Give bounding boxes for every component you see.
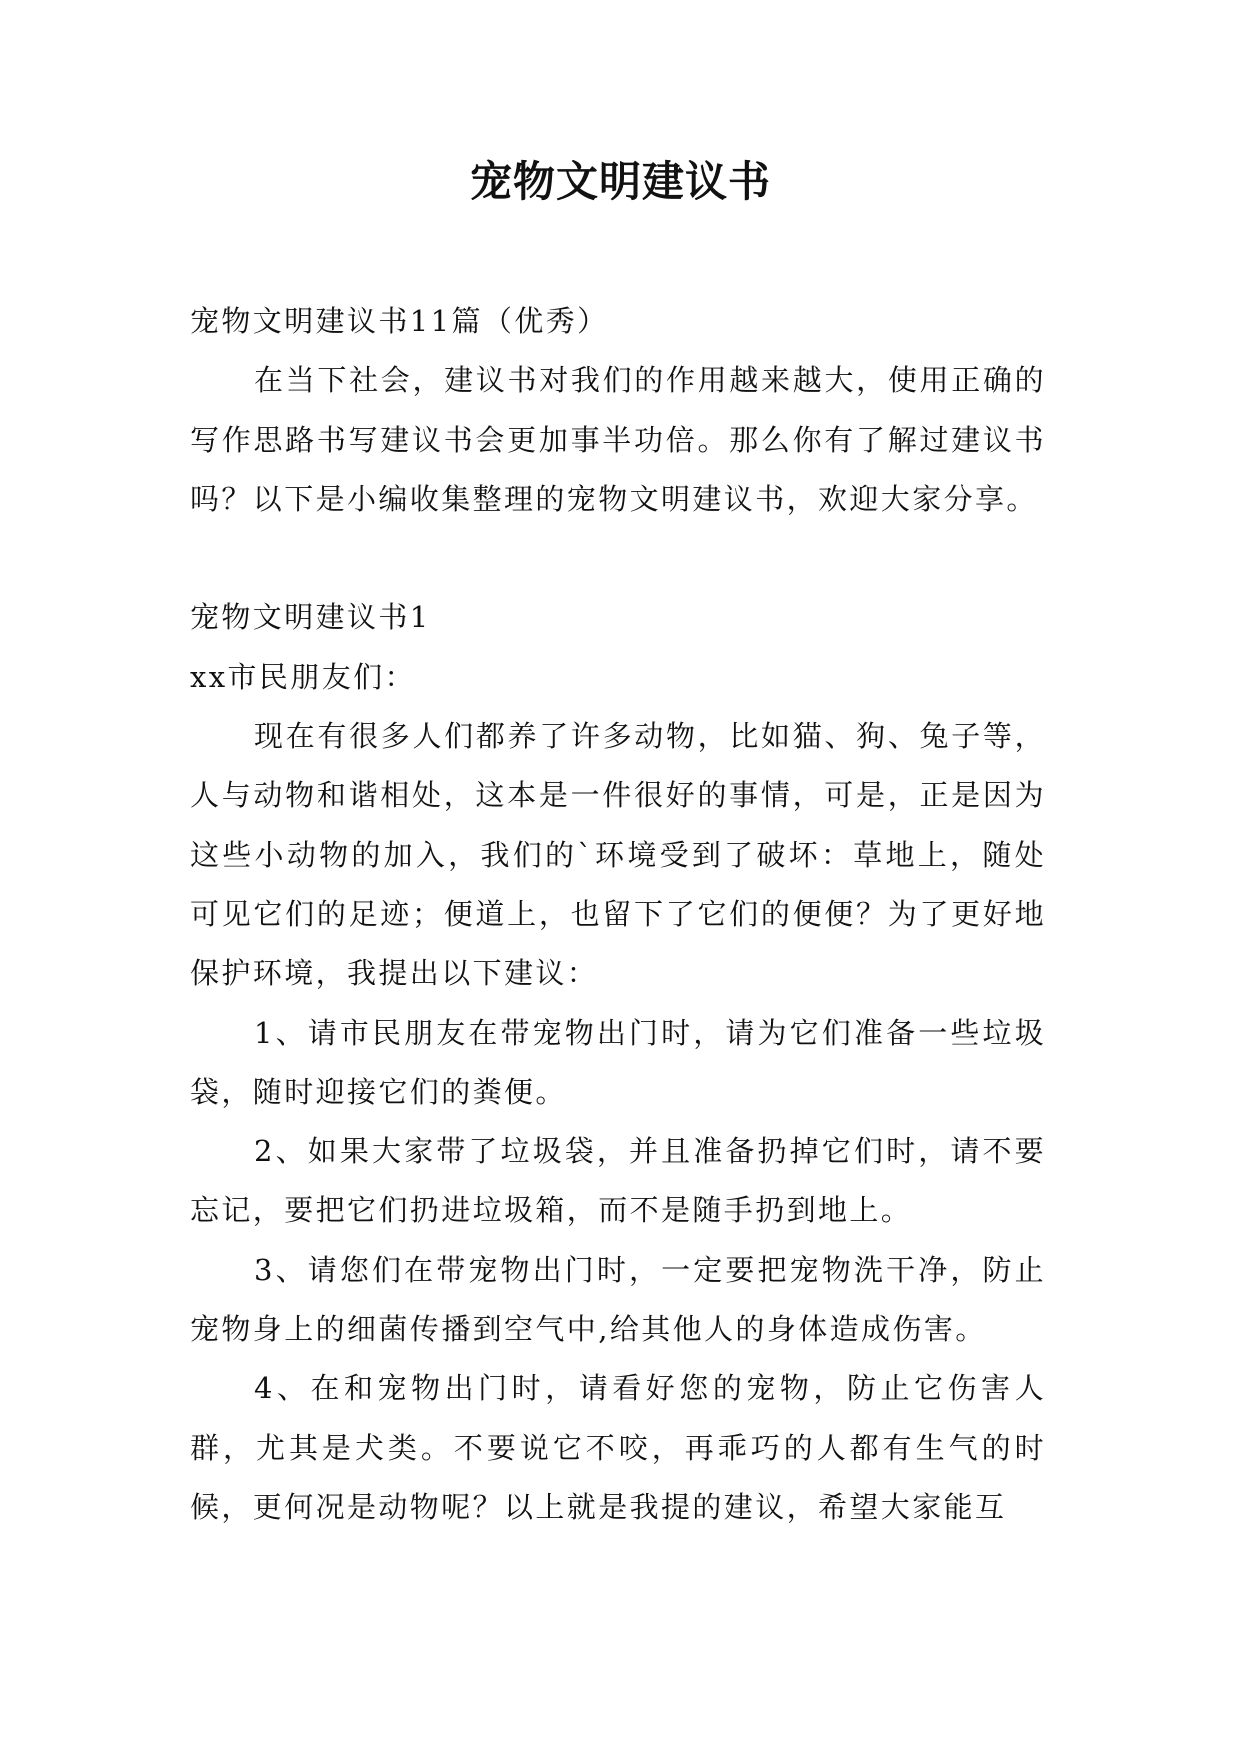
document-body <box>190 292 1046 1537</box>
document-subtitle: 宠物文明建议书11篇（优秀） <box>190 304 609 338</box>
document-title: 宠物文明建议书 <box>469 157 771 206</box>
suggestion-item: 3、请您们在带宠物出门时，一定要把宠物洗干净，防止宠物身上的细菌传播到空气中,给其他人的身体造成伤害。 <box>190 1252 1046 1347</box>
suggestion-item: 2、如果大家带了垃圾袋，并且准备扔掉它们时，请不要忘记，要把它们扔进垃圾箱，而不是随手扔到地上。 <box>190 1134 1046 1228</box>
paragraph-spacer <box>190 529 1046 588</box>
intro-paragraph: 在当下社会，建议书对我们的作用越来越大，使用正确的写作思路书写建议书会更加事半功倍。那么你有了解过建议书吗？以下是小编收集整理的宠物文明建议书，欢迎大家分享。 <box>190 363 1046 516</box>
body-paragraph: 现在有很多人们都养了许多动物，比如猫、狗、兔子等，人与动物和谐相处，这本是一件很好的事情，可是，正是因为这些小动物的加入，我们的`环境受到了破坏：草地上，随处可见它们的足迹；便道上，也留下了它们的便便？为了更好地保护环境，我提出以下建议： <box>190 719 1046 991</box>
section-heading: 宠物文明建议书1 <box>190 600 431 635</box>
suggestion-item: 1、请市民朋友在带宠物出门时，请为它们准备一些垃圾袋，随时迎接它们的粪便。 <box>190 1015 1046 1109</box>
suggestion-item: 4、在和宠物出门时，请看好您的宠物，防止它伤害人群，尤其是犬类。不要说它不咬，再乖巧的人都有生气的时候，更何况是动物呢？以上就是我提的建议，希望大家能互 <box>190 1371 1046 1524</box>
salutation: xx市民朋友们： <box>190 659 416 694</box>
